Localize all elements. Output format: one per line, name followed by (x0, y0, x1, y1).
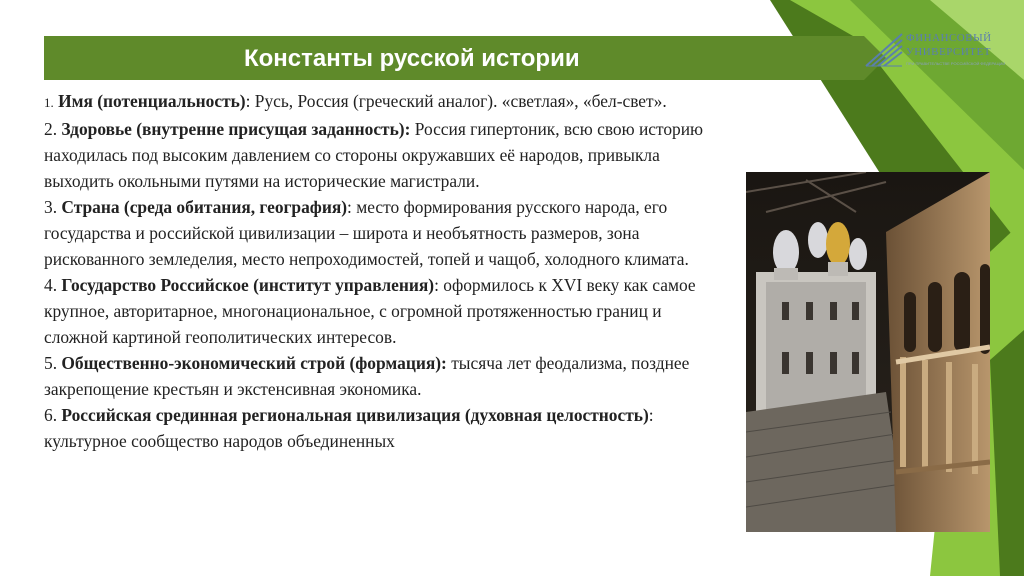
list-item (44, 272, 704, 350)
financial-university-logo-icon (862, 30, 906, 70)
item-heading: Имя (потенциальность) (58, 91, 246, 111)
item-number: 2. (44, 119, 58, 139)
item-text: : место формирования русского народа, его государства и российской цивилизации – широта и необъятность размеров, зона рискованного земледелия, место непроходимостей, топей и чащоб, холодного климата. (44, 197, 689, 269)
item-text: Россия гипертоник, всю свою историю находилась под высоким давлением со стороны окружавших её народов, привыкла выходить окольными путями на исторические магистрали. (44, 119, 704, 191)
logo-text-line2: УНИВЕРСИТЕТ (906, 46, 991, 58)
item-number: 5. (44, 353, 58, 373)
item-heading: Страна (среда обитания, география) (61, 197, 348, 217)
list-item (44, 402, 704, 454)
item-text: : оформилось к XVI веку как самое крупное, авторитарное, многонациональное, с огромной протяженностью границ и сложной картиной геополитических интересов. (44, 275, 696, 347)
item-text: : культурное сообщество народов объединенных (44, 405, 654, 451)
list-item (44, 116, 704, 194)
slide-body (44, 88, 704, 454)
university-logo (862, 26, 1012, 74)
item-text: : Русь, Россия (греческий аналог). «светлая», «бел-свет». (245, 91, 667, 111)
item-heading: Общественно-экономический строй (формация): (61, 353, 447, 373)
item-number: 1. (44, 95, 54, 110)
item-heading: Здоровье (внутренне присущая заданность): (61, 119, 411, 139)
cathedral-model-photo (746, 172, 990, 532)
item-number: 4. (44, 275, 58, 295)
slide-title: Константы русской истории (244, 45, 580, 72)
item-number: 3. (44, 197, 58, 217)
logo-text-line3: ПРИ ПРАВИТЕЛЬСТВЕ РОССИЙСКОЙ ФЕДЕРАЦИИ (906, 61, 1006, 66)
item-number: 6. (44, 405, 58, 425)
list-item (44, 88, 704, 116)
list-item (44, 194, 704, 272)
item-text: тысяча лет феодализма, позднее закрепощение крестьян и экстенсивная экономика. (44, 353, 690, 399)
logo-text-line1: ФИНАНСОВЫЙ (906, 32, 992, 44)
list-item (44, 350, 704, 402)
item-heading: Государство Российское (институт управления) (61, 275, 435, 295)
item-heading: Российская срединная региональная цивилизация (духовная целостность) (61, 405, 649, 425)
